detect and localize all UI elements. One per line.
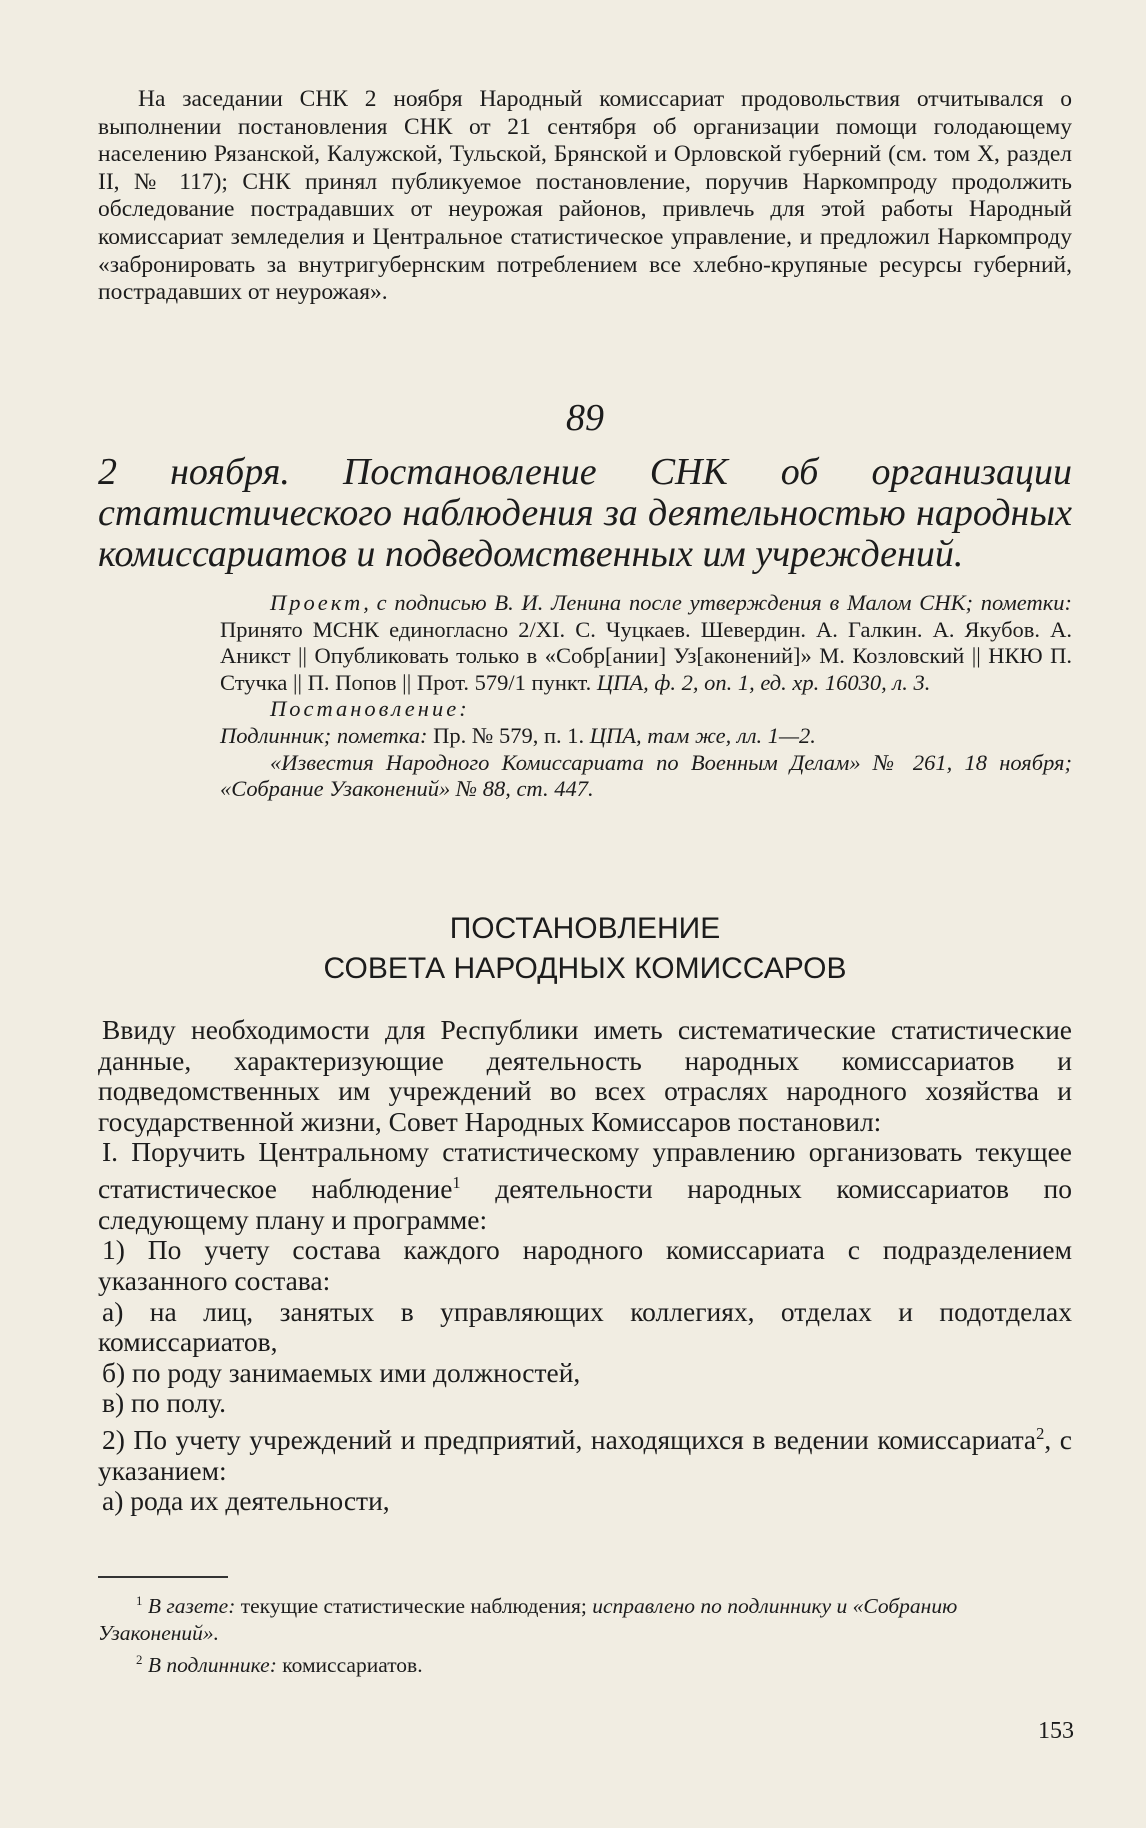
original-note: Пр. № 579, п. 1. [433,722,585,748]
footnote-1 [98,1588,1072,1647]
body-paragraph-2-text-end: деятельности народных комиссариатов по следующему плану и программе: [98,1173,1072,1235]
original-source [220,723,1072,750]
document-title: 2 ноября. Постановление СНК об организации статистического наблюдения за деятельностью народных комиссариатов и подведомственных им учреждений. [98,451,1072,575]
footnote-ref-1: 1 [452,1172,461,1192]
project-label: Проект [270,590,364,615]
heading-line-2: СОВЕТА НАРОДНЫХ КОМИССАРОВ [323,952,847,985]
page-number: 153 [1038,1718,1074,1744]
body-item-1c: в) по полу. [102,1387,227,1419]
body-item-2a: а) рода их деятельности, [102,1485,390,1517]
body-item-2-text-end: , с указанием: [98,1424,1072,1486]
footnote-1-number: 1 [136,1594,143,1608]
body-item-2 [98,1419,1072,1486]
footnote-2-number: 2 [136,1653,143,1668]
footnote-1-label: В газете: [147,1594,236,1619]
publication-source [220,750,1072,803]
footnote-divider [98,1576,228,1578]
original-archive: ЦПА, там же, лл. 1—2. [589,722,816,748]
body-paragraph-2-text: I. Поручить Центральному статистическому управлению организовать текущее статистическое наблюдение [98,1136,1072,1205]
footnote-1-text: текущие статистические наблюдения; [235,1594,593,1619]
publication-text: «Известия Народного Комиссариата по Военным Делам» № 261, 18 ноября; «Собрание Узаконений» № 88, ст. 447. [220,749,1072,802]
project-description: , с подписью В. И. Ленина после утверждения в Малом СНК; пометки: [363,590,1072,615]
intro-paragraph: На заседании СНК 2 ноября Народный комиссариат продовольствия отчитывался о выполнении постановления СНК от 21 сентября об организации помощи голодающему населению Рязанской, Калужской, Тульской, Брянской и Орловской губерний (см. том X, раздел II, № 117); СНК принял публикуемое постановление, поручив Наркомпроду продолжить обследование пострадавших от неурожая районов, привлечь для этой работы Народный комиссариат земледелия и Центральное статистическое управление, и предложил Наркомпроду «забронировать за внутригубернским потреблением все хлебно-крупяные ресурсы губерний, пострадавших от неурожая». [98,86,1072,306]
body-paragraph-2 [98,1137,1072,1235]
resolution-label-line [220,696,1072,723]
project-notes: Принято МСНК единогласно 2/XI. С. Чуцкаев. Шевердин. А. Галкин. А. Якубов. А. Аникст || Опубликовать только в «Собр[ании] Уз[аконений]» М. Козловский || НКЮ П. Стучка || П. Попов || Прот. 579/1 пункт. [220,616,1072,695]
resolution-body [98,1015,1072,1517]
body-item-1b: б) по роду занимаемых ими должностей, [102,1356,581,1388]
footnote-2-label: В подлиннике: [147,1653,277,1678]
body-item-2-text: 2) По учету учреждений и предприятий, находящихся в ведении комиссариата [102,1424,1037,1456]
document-number: 89 [566,397,604,439]
body-item-1: 1) По учету состава каждого народного комиссариата с подразделением указанного состава: [98,1234,1072,1296]
project-archive: ЦПА, ф. 2, оп. 1, ед. хр. 16030, л. 3. [596,669,931,695]
footnote-2 [98,1647,1072,1679]
footnote-ref-2: 2 [1036,1423,1045,1443]
project-source [220,590,1072,696]
body-item-1a: а) на лиц, занятых в управляющих коллегиях, отделах и подотделах комиссариатов, [98,1295,1072,1358]
original-label: Подлинник; пометка: [220,722,428,748]
resolution-label: Постановление: [270,696,470,722]
footnote-2-text: комиссариатов. [276,1653,423,1678]
footnotes [98,1588,1072,1679]
body-paragraph-1: Ввиду необходимости для Республики иметь систематические статистические данные, характеризующие деятельность народных комиссариатов и подведомственных им учреждений во всех отраслях народного хозяйства и государственной жизни, Совет Народных Комиссаров постановил: [98,1014,1072,1137]
footnote-1-correction: исправлено по подлиннику и «Собранию Узаконений». [98,1594,958,1646]
heading-line-1: ПОСТАНОВЛЕНИЕ [449,912,721,945]
source-notes [220,590,1072,803]
